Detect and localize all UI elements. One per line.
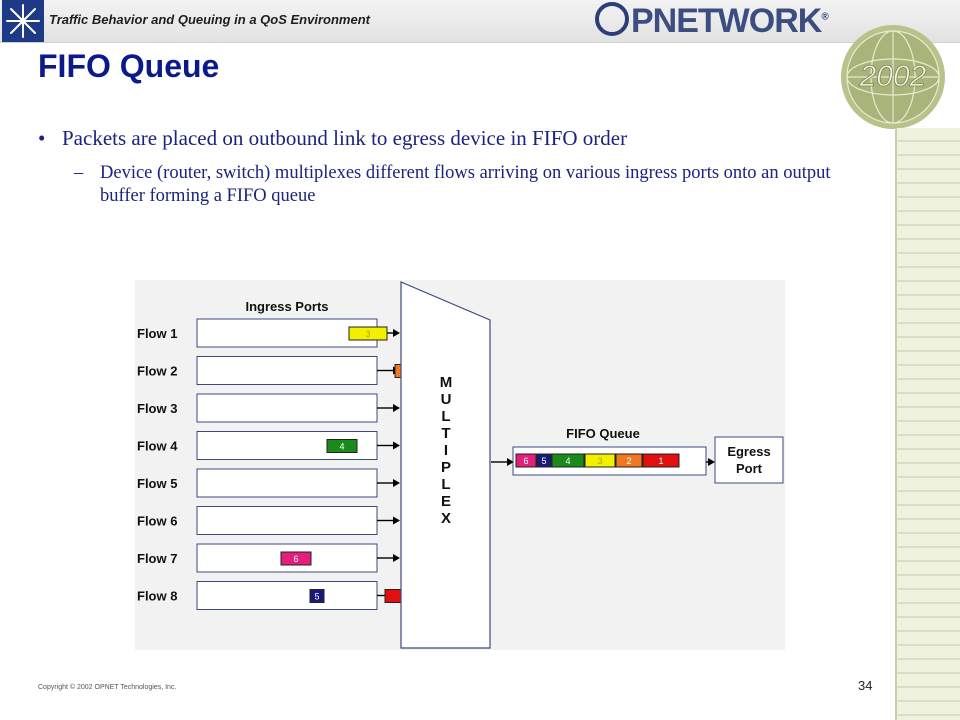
globe-2002-badge <box>838 22 948 132</box>
multiplex-letter: P <box>440 459 452 476</box>
queue-packet-label: 2 <box>626 456 632 466</box>
flow-label: Flow 3 <box>137 401 178 416</box>
queue-packet-label: 3 <box>597 456 603 466</box>
header-bar <box>0 0 960 43</box>
fifo-queue-title: FIFO Queue <box>566 426 640 441</box>
multiplex-letter: X <box>440 510 452 527</box>
flow-label: Flow 4 <box>137 438 178 454</box>
star-logo-icon <box>2 0 44 42</box>
presentation-subtitle: Traffic Behavior and Queuing in a QoS Environment <box>49 12 370 27</box>
packet-label: 3 <box>365 329 371 339</box>
packet-label: 5 <box>314 591 320 602</box>
multiplex-letter: U <box>440 391 452 408</box>
main-bullet <box>38 126 627 151</box>
copyright-notice: Copyright © 2002 OPNET Technologies, Inc. <box>38 684 177 691</box>
multiplex-letter: I <box>443 442 449 459</box>
badge-year-text: 2002 <box>859 60 927 93</box>
egress-port-label-line1: Egress <box>727 444 771 459</box>
ingress-port-box <box>197 394 377 422</box>
packet-label: 6 <box>293 554 299 564</box>
flow-label: Flow 1 <box>137 326 178 341</box>
slide-title: FIFO Queue <box>38 48 220 84</box>
flow-label: Flow 5 <box>137 476 178 491</box>
egress-port-label-line2: Port <box>736 461 762 476</box>
sub-bullet-text: Device (router, switch) multiplexes different flows arriving on various ingress ports onto an output buffer forming a FIFO queue <box>100 163 831 206</box>
ingress-port-box <box>197 357 377 385</box>
fifo-queue-packets <box>516 454 679 467</box>
multiplex-letter: L <box>441 408 451 425</box>
multiplex-letter: L <box>441 476 451 493</box>
sub-bullet-dash: – <box>74 163 84 183</box>
queue-packet-label: 4 <box>565 456 571 466</box>
fifo-queue-diagram <box>135 280 785 650</box>
flow-label: Flow 8 <box>137 588 178 604</box>
flow-label: Flow 7 <box>137 551 178 566</box>
flow-label: Flow 2 <box>137 363 178 379</box>
logo-ring-icon <box>595 2 629 36</box>
decorative-stripes <box>895 128 960 720</box>
multiplex-letter: T <box>441 425 451 442</box>
flow-label: Flow 6 <box>137 513 178 529</box>
queue-packet-label: 6 <box>523 456 529 466</box>
multiplex-letter: E <box>440 493 452 510</box>
bullet-dot: • <box>38 126 46 150</box>
queue-packet-label: 1 <box>658 456 664 466</box>
page-number: 34 <box>858 678 873 693</box>
queue-packet-label: 5 <box>541 456 547 466</box>
ingress-port-box <box>197 469 377 497</box>
multiplex-letter: M <box>439 374 453 391</box>
packet-label: 4 <box>339 441 345 452</box>
opnetwork-logo: PNETWORK® <box>595 2 828 41</box>
ingress-ports-title: Ingress Ports <box>245 299 329 314</box>
main-bullet-text: Packets are placed on outbound link to egress device in FIFO order <box>62 126 628 150</box>
ingress-port-box <box>197 582 377 610</box>
ingress-port-box <box>197 507 377 535</box>
sub-bullet <box>74 162 864 208</box>
